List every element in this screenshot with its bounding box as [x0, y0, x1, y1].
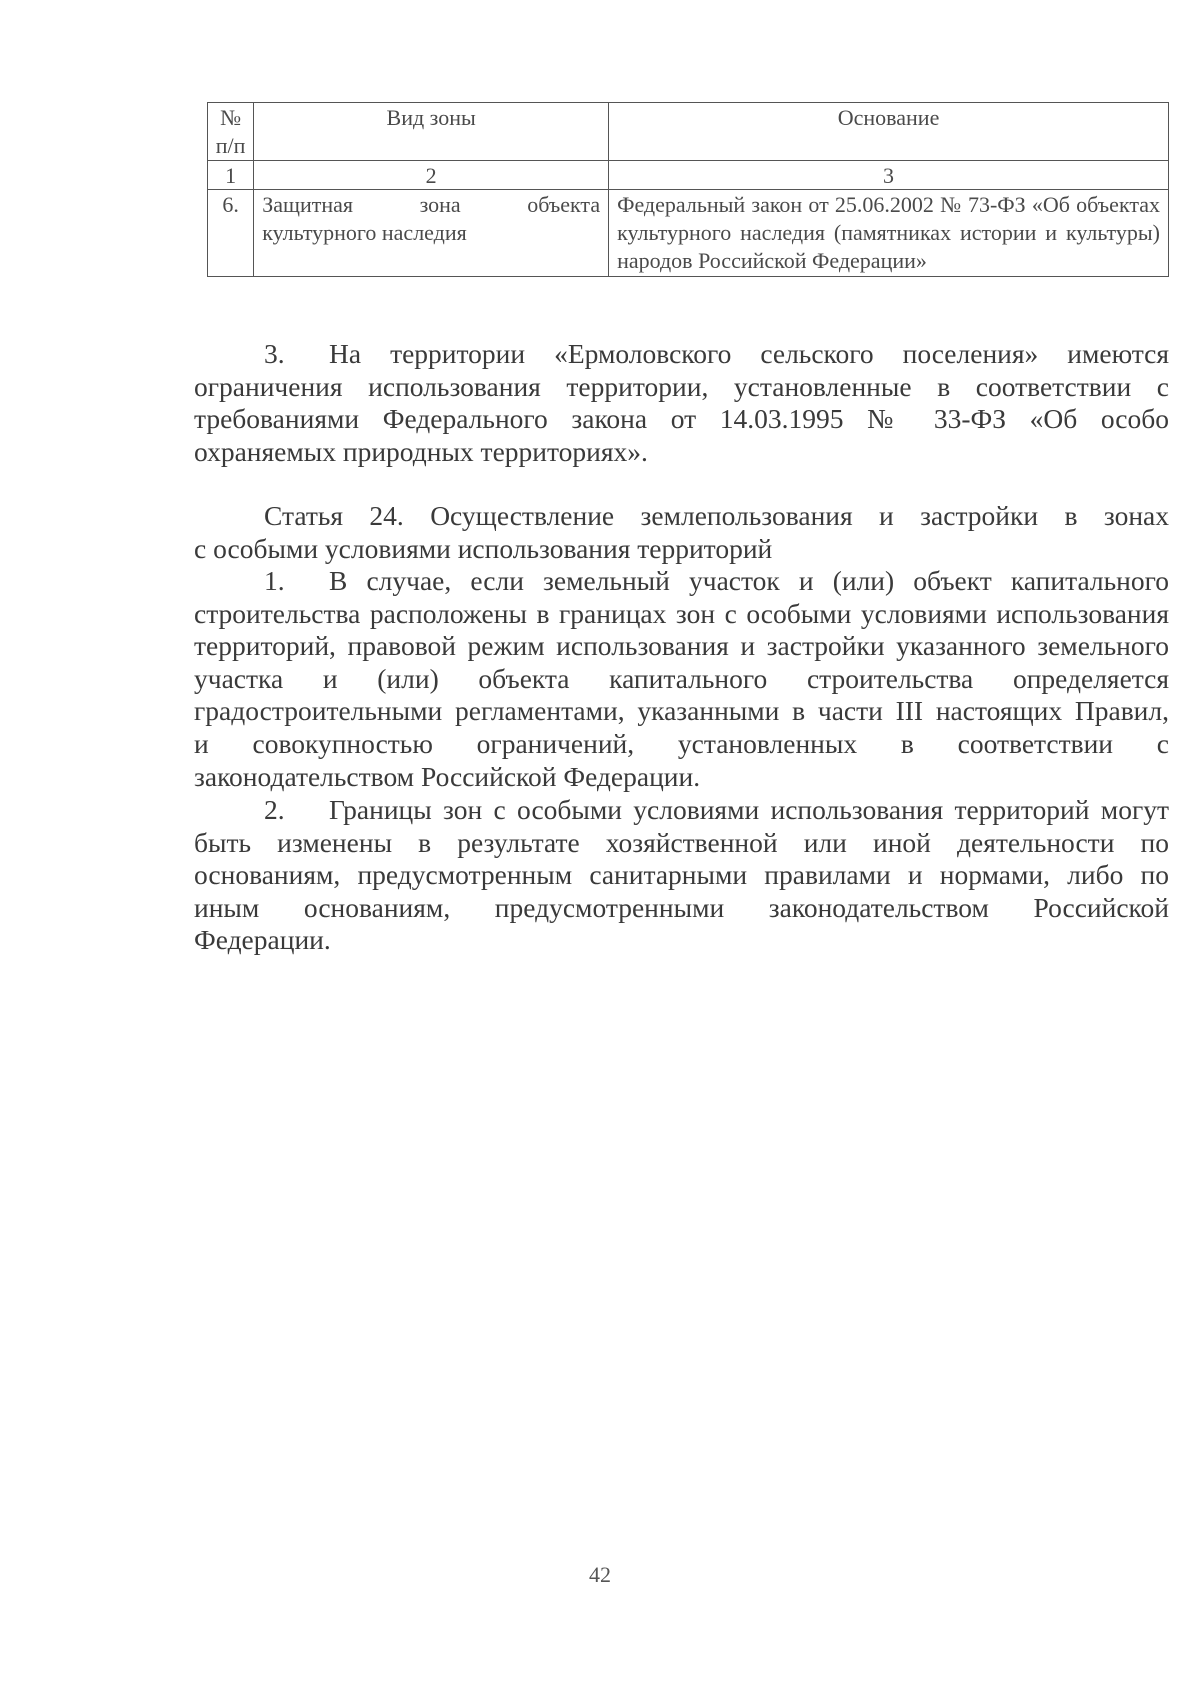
table-header-row	[208, 103, 1169, 161]
paragraph-line-text: В случае, если земельный участок и (или) объект капитального	[329, 565, 1169, 596]
paragraph-line: требованиями Федерального закона от 14.03.1995 № 33-ФЗ «Об особо	[194, 403, 1169, 435]
table-column-numbers-row	[208, 161, 1169, 190]
paragraph-line: быть изменены в результате хозяйственной или иной деятельности по	[194, 826, 1169, 858]
article-heading-line: с особыми условиями использования территорий	[194, 532, 773, 564]
item-2	[194, 794, 1169, 957]
paragraph-line: Федерации.	[194, 924, 331, 956]
column-number-2: 2	[254, 161, 609, 190]
paragraph-line: законодательством Российской Федерации.	[194, 760, 701, 792]
row-number-cell: 6.	[208, 190, 254, 277]
paragraph-line	[194, 338, 1169, 371]
paragraph-line-text: Границы зон с особыми условиями использования территорий могут	[329, 794, 1169, 825]
article-heading	[194, 500, 1169, 565]
zone-type-line: культурного наследия	[262, 220, 467, 245]
header-basis-cell: Основание	[609, 103, 1169, 161]
paragraph-line-text: На территории «Ермоловского сельского поселения» имеются	[329, 338, 1169, 369]
item-number: 1.	[264, 565, 285, 596]
header-number-cell: № п/п	[208, 103, 254, 161]
item-1	[194, 565, 1169, 793]
zone-type-line: Защитная зона объекта	[262, 192, 601, 217]
paragraph-line	[194, 794, 1169, 827]
column-number-3: 3	[609, 161, 1169, 190]
paragraph-line: основаниям, предусмотренным санитарными правилами и нормами, либо по	[194, 859, 1169, 891]
paragraph-line: участка и (или) объекта капитального строительства определяется	[194, 662, 1169, 694]
item-number: 2.	[264, 794, 285, 825]
paragraph-line: охраняемых природных территориях».	[194, 435, 648, 467]
header-zone-type-cell: Вид зоны	[254, 103, 609, 161]
paragraph-3	[194, 338, 1169, 468]
paragraph-line: ограничения использования территории, установленные в соответствии с	[194, 370, 1169, 402]
paragraph-line: и совокупностью ограничений, установленных в соответствии с	[194, 727, 1169, 759]
paragraph-number: 3.	[264, 338, 285, 369]
page-number: 42	[589, 1562, 611, 1587]
paragraph-line: территорий, правовой режим использования и застройки указанного земельного	[194, 630, 1169, 662]
table-row	[208, 190, 1169, 277]
row-basis-cell: Федеральный закон от 25.06.2002 № 73-ФЗ «Об объектах культурного наследия (памятниках истории и культуры) народов Российской Федерации»	[609, 190, 1169, 277]
article-heading-line: Статья 24. Осуществление землепользования и застройки в зонах	[264, 500, 1169, 531]
zones-table	[207, 102, 1169, 277]
paragraph-line: иным основаниям, предусмотренными законодательством Российской	[194, 891, 1169, 923]
paragraph-line: градостроительными регламентами, указанными в части III настоящих Правил,	[194, 695, 1169, 727]
paragraph-line	[194, 565, 1169, 598]
paragraph-line: строительства расположены в границах зон с особыми условиями использования	[194, 597, 1169, 629]
row-zone-type-cell	[254, 190, 609, 277]
column-number-1: 1	[208, 161, 254, 190]
